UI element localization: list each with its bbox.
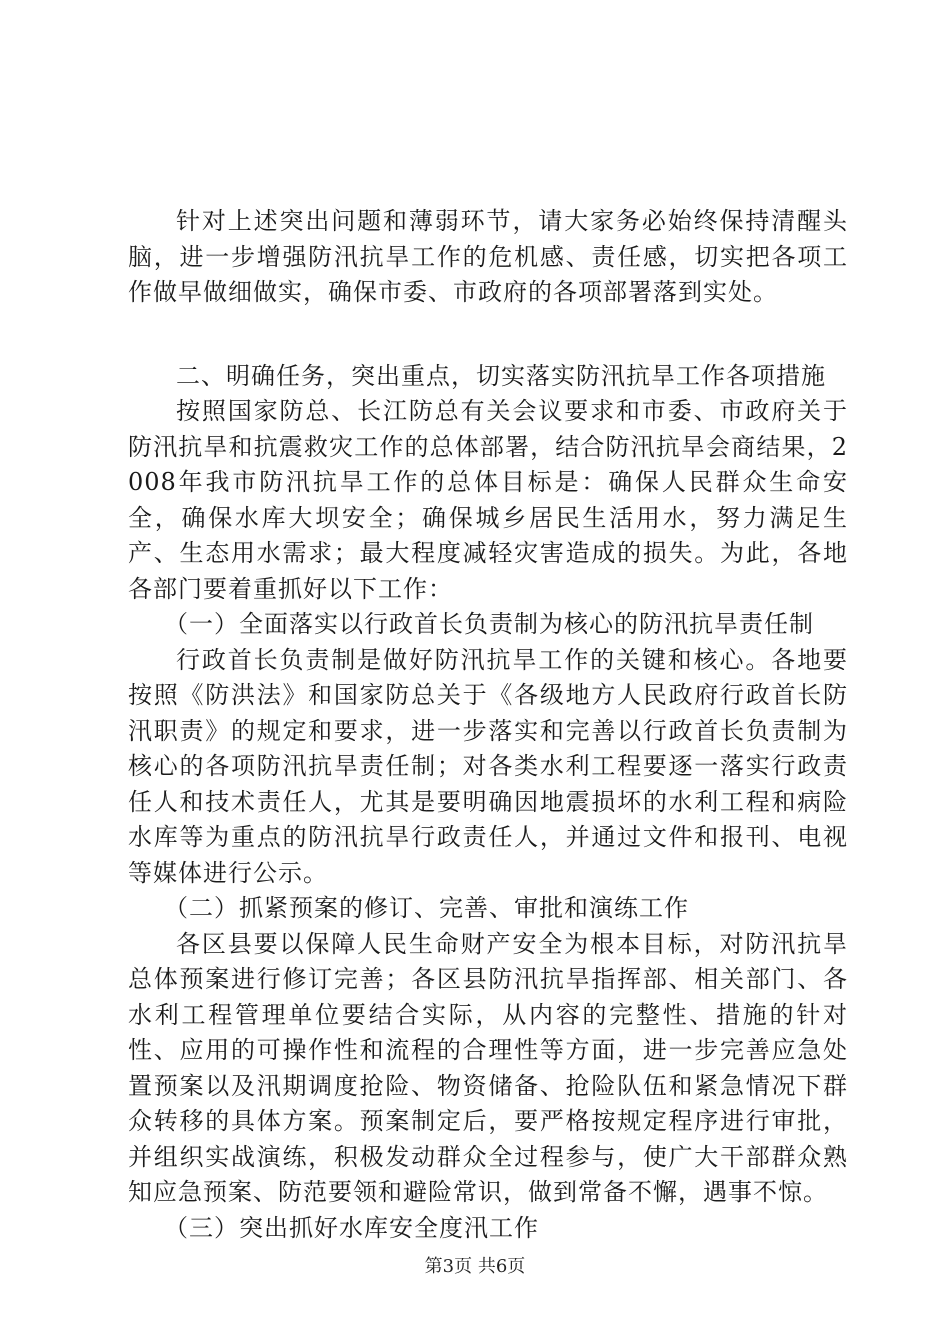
paragraph-responsibility: 行政首长负责制是做好防汛抗旱工作的关键和核心。各地要按照《防洪法》和国家防总关于《各级地方人民政府行政首长防汛职责》的规定和要求，进一步落实和完善以行政首长负责制为核心的各项防汛抗旱责任制；对各类水利工程要逐一落实行政责任人和技术责任人，尤其是要明确因地震损坏的水利工程和病险水库等为重点的防汛抗旱行政责任人，并通过文件和报刊、电视等媒体进行公示。 bbox=[128, 645, 848, 887]
paragraph-intro: 针对上述突出问题和薄弱环节，请大家务必始终保持清醒头脑，进一步增强防汛抗旱工作的危机感、责任感，切实把各项工作做早做细做实，确保市委、市政府的各项部署落到实处。 bbox=[128, 207, 848, 306]
page-number-footer: 第3页 共6页 bbox=[424, 1256, 526, 1277]
document-body bbox=[128, 204, 848, 1246]
paragraph-goals: 按照国家防总、长江防总有关会议要求和市委、市政府关于防汛抗旱和抗震救灾工作的总体部署，结合防汛抗旱会商结果，2008年我市防汛抗旱工作的总体目标是：确保人民群众生命安全，确保水库大坝安全；确保城乡居民生活用水，努力满足生产、生态用水需求；最大程度减轻灾害造成的损失。为此，各地各部门要着重抓好以下工作： bbox=[128, 397, 848, 603]
section-heading-two: 二、明确任务，突出重点，切实落实防汛抗旱工作各项措施 bbox=[176, 361, 826, 390]
paragraph-plans: 各区县要以保障人民生命财产安全为根本目标，对防汛抗旱总体预案进行修订完善；各区县防汛抗旱指挥部、相关部门、各水利工程管理单位要结合实际，从内容的完整性、措施的针对性、应用的可操作性和流程的合理性等方面，进一步完善应急处置预案以及汛期调度抢险、物资储备、抢险队伍和紧急情况下群众转移的具体方案。预案制定后，要严格按规定程序进行审批，并组织实战演练，积极发动群众全过程参与，使广大干部群众熟知应急预案、防范要领和避险常识，做到常备不懈，遇事不惊。 bbox=[128, 929, 848, 1206]
subheading-two: （二）抓紧预案的修订、完善、审批和演练工作 bbox=[164, 894, 689, 922]
subheading-one: （一）全面落实以行政首长负责制为核心的防汛抗旱责任制 bbox=[164, 610, 814, 638]
paragraph-gap bbox=[128, 311, 848, 359]
subheading-three: （三）突出抓好水库安全度汛工作 bbox=[164, 1213, 539, 1242]
